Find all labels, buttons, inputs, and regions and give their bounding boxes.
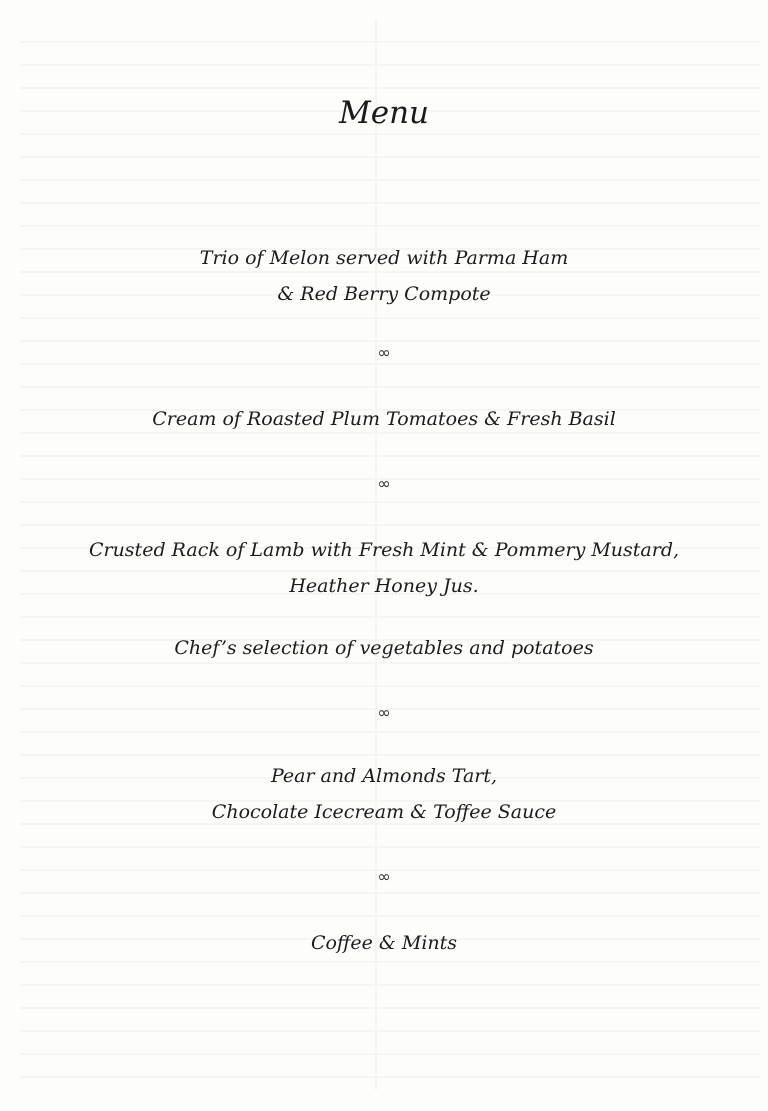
dessert-course: [0, 758, 768, 830]
main-line-2: Heather Honey Jus.: [289, 575, 479, 597]
starter-course: [0, 240, 768, 312]
menu-title: Menu: [338, 95, 430, 131]
separator-1: ∞: [377, 343, 391, 362]
dessert-line-1: Pear and Almonds Tart,: [270, 765, 498, 787]
vegetables-line: [0, 630, 768, 666]
soup-course: [0, 401, 768, 437]
separator-2: ∞: [377, 474, 391, 493]
dessert-line-2: Chocolate Icecream & Toffee Sauce: [211, 801, 557, 823]
coffee-course: [0, 925, 768, 961]
starter-line-2: & Red Berry Compote: [277, 283, 491, 305]
starter-line-1: Trio of Melon served with Parma Ham: [199, 247, 569, 269]
separator-4: ∞: [377, 867, 391, 886]
main-course: [0, 532, 768, 604]
soup-line-1: Cream of Roasted Plum Tomatoes & Fresh Basil: [152, 408, 616, 430]
main-line-1: Crusted Rack of Lamb with Fresh Mint & Pommery Mustard,: [88, 539, 680, 561]
coffee-line-1: Coffee & Mints: [310, 932, 458, 954]
main-line-3: Chef’s selection of vegetables and potatoes: [174, 637, 594, 659]
separator-3: ∞: [377, 703, 391, 722]
